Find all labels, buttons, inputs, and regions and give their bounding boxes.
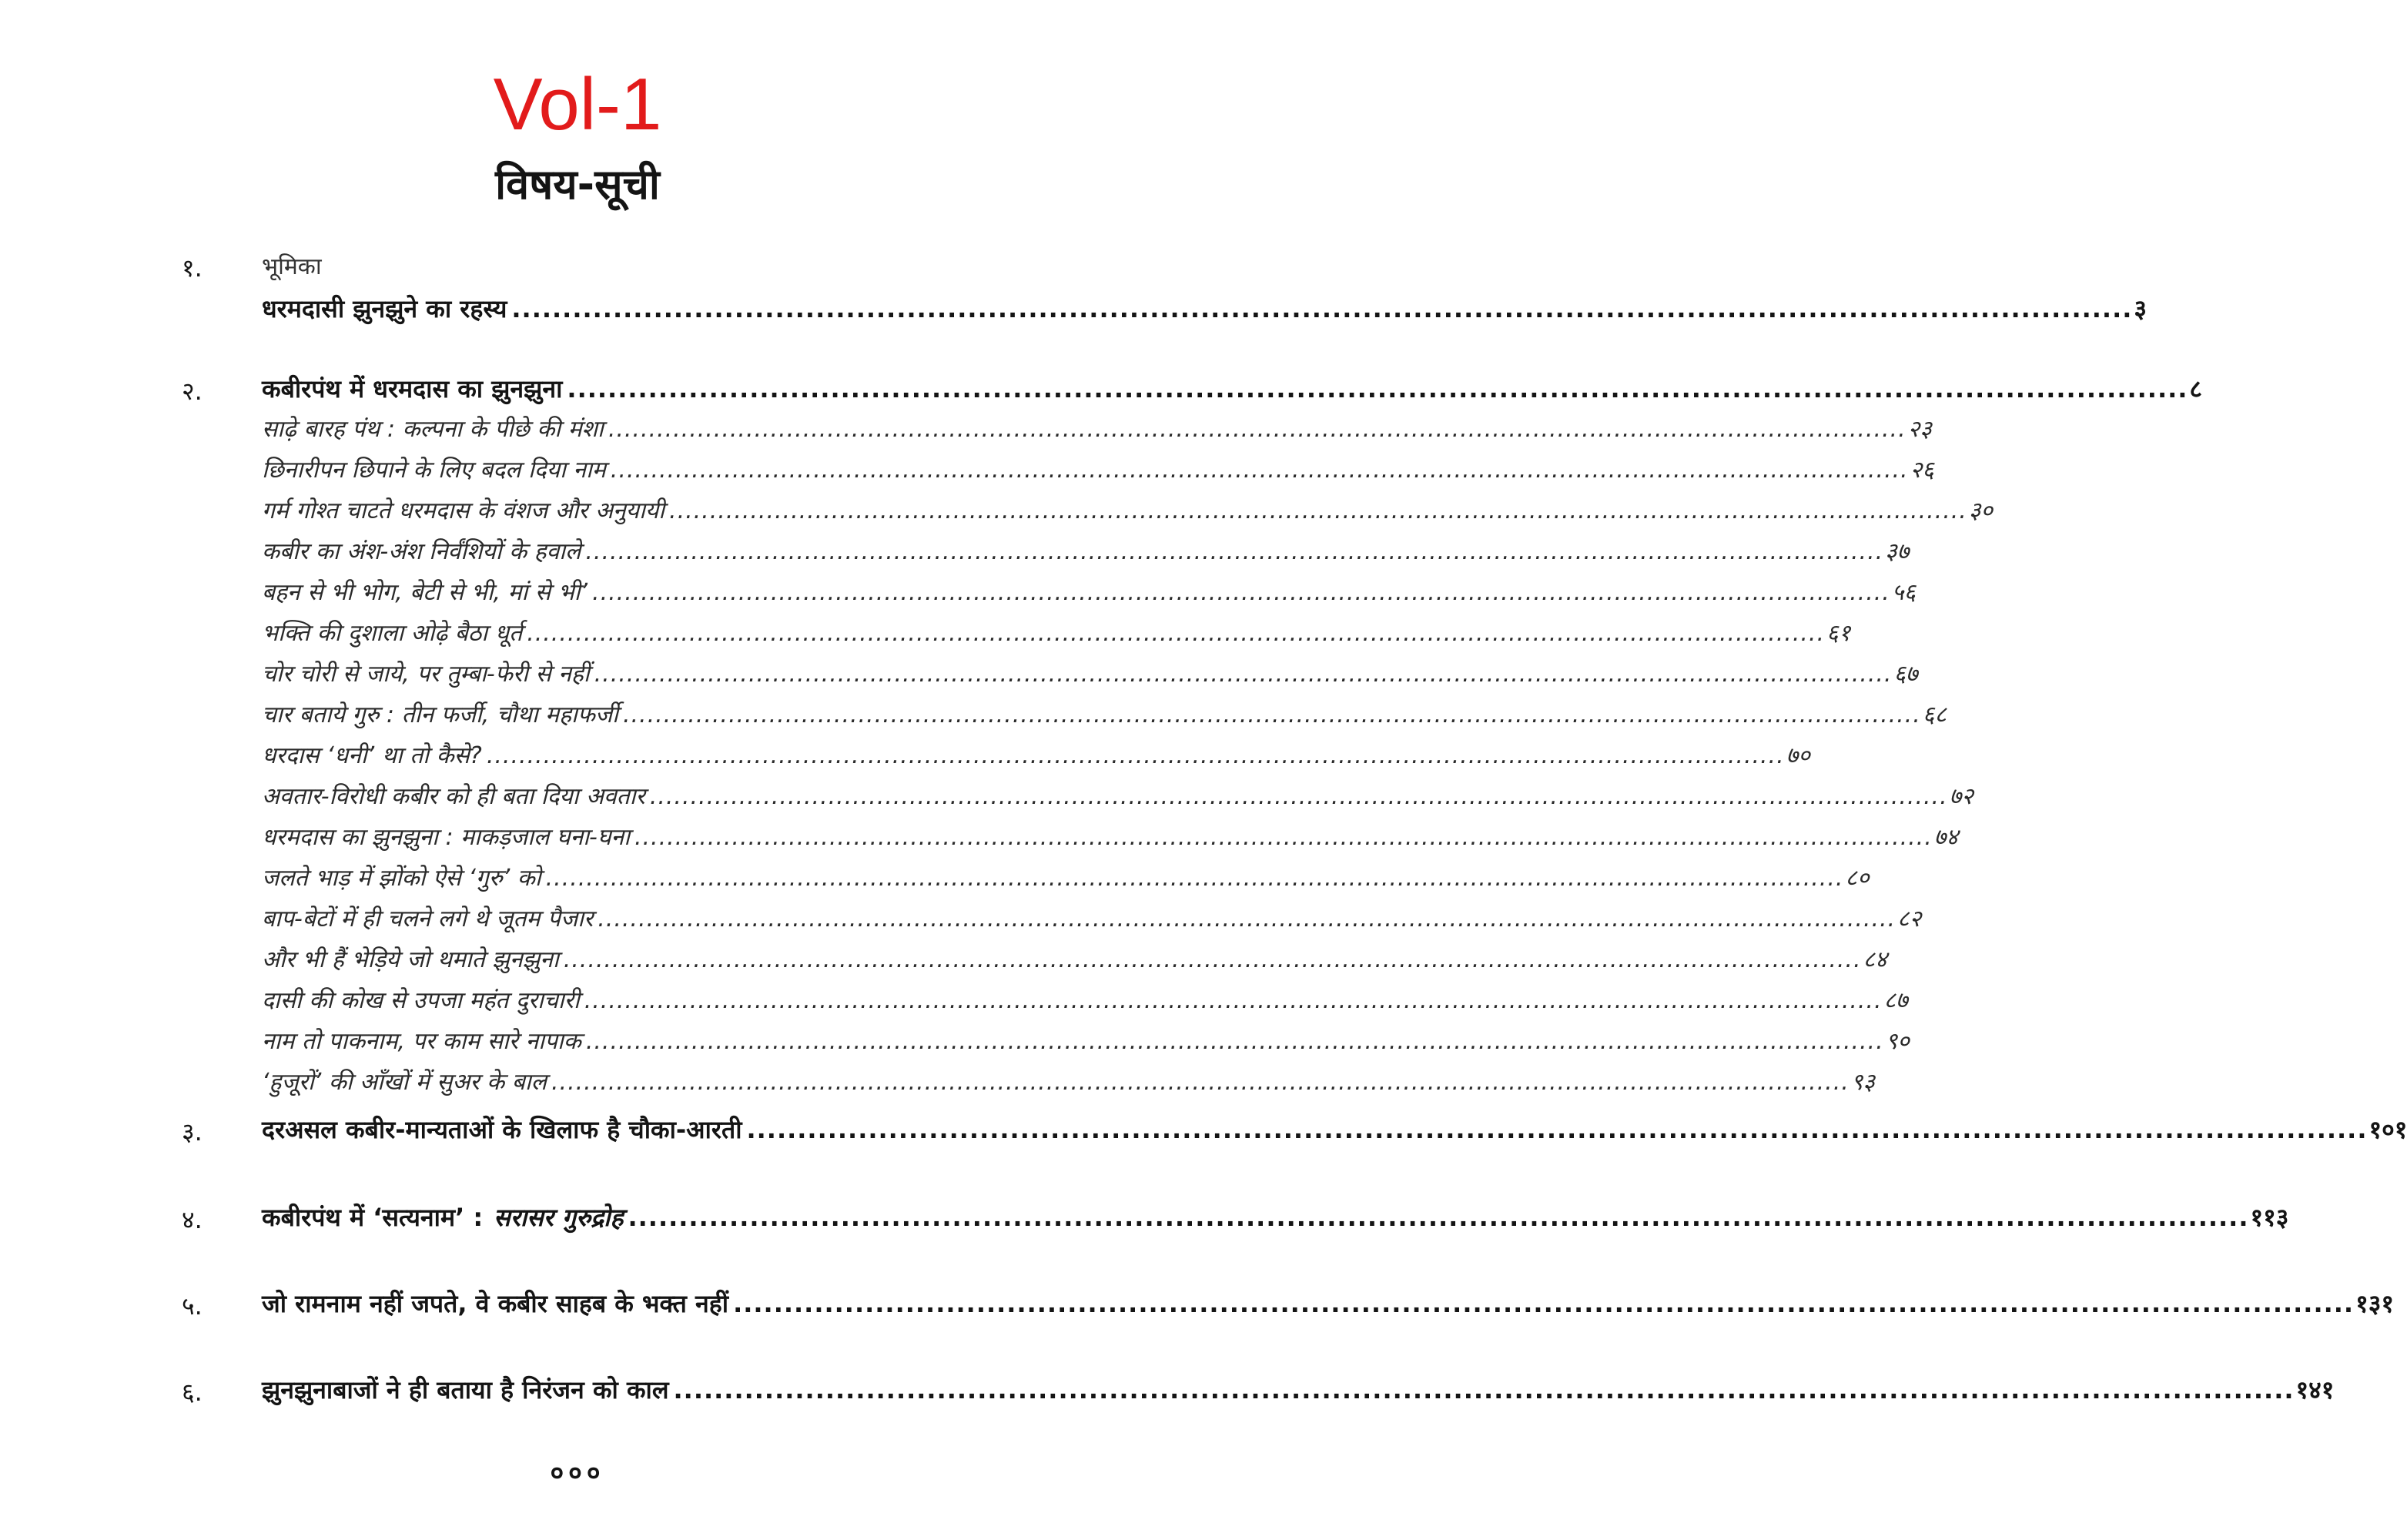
toc-subentry[interactable] — [262, 454, 1934, 487]
toc-subentry-page: ६७ — [1893, 661, 1918, 688]
section-5-number: ५. — [182, 1291, 203, 1321]
toc-subentry-title: बाप-बेटों में ही चलने लगे थे जूतम पैजार — [262, 906, 594, 932]
toc-subentry[interactable] — [262, 944, 1887, 976]
toc-subentry-page: ७४ — [1933, 824, 1958, 851]
dot-leader: ................................................................................................................................................................ — [563, 946, 1862, 973]
toc-subentry-title: जलते भाड़ में झोंको ऐसे ‘गुरु’ को — [262, 865, 541, 892]
toc-subentry-title: नाम तो पाकनाम, पर काम सारे नापाक — [262, 1028, 581, 1055]
toc-subentry[interactable] — [262, 536, 1910, 568]
toc-subentry-title: गर्म गोश्त चाटते धरमदास के वंशज और अनुयायी — [262, 497, 665, 524]
toc-subentry-title: चार बताये गुरु : तीन फर्जी, चौथा महाफर्जी — [262, 701, 618, 728]
toc-subentry-title: बहन से भी भोग, बेटी से भी, मां से भी’ — [262, 579, 588, 606]
toc-subentry-page: ५६ — [1891, 579, 1917, 606]
toc-subentry-title: ‘हुजूरों’ की आँखों में सुअर के बाल — [262, 1069, 547, 1096]
dot-leader: ................................................................................................................................................................ — [673, 1375, 2295, 1404]
section-2-number: २. — [182, 377, 203, 406]
toc-entry-section-5[interactable] — [262, 1287, 2394, 1320]
toc-subentry-page: ३७ — [1885, 538, 1910, 565]
dot-leader: ................................................................................................................................................................ — [584, 987, 1883, 1014]
toc-entry-section-6[interactable] — [262, 1374, 2335, 1406]
toc-subentry-page: ८२ — [1897, 906, 1922, 932]
dot-leader: ................................................................................................................................................................ — [511, 294, 2133, 323]
toc-subentry[interactable] — [262, 577, 1917, 609]
toc-entry-page: ८ — [2189, 374, 2203, 403]
section-1-intro-text: भूमिका — [262, 253, 322, 280]
toc-subentry-page: ९३ — [1850, 1069, 1875, 1096]
toc-subentry-page: ७० — [1786, 742, 1810, 769]
toc-subentry-page: २३ — [1907, 416, 1932, 443]
page-title: विषय-सूची — [495, 160, 660, 209]
toc-subentry-title: धरदास ‘धनी’ था तो कैसे? — [262, 742, 482, 769]
toc-subentry-title: चोर चोरी से जाये, पर तुम्बा-फेरी से नहीं — [262, 661, 590, 688]
dot-leader: ................................................................................................................................................................ — [592, 579, 1890, 606]
toc-entry-title: कबीरपंथ में ‘सत्यनाम’ : — [262, 1203, 484, 1232]
dot-leader: ................................................................................................................................................................ — [733, 1289, 2355, 1318]
toc-subentry[interactable] — [262, 1066, 1875, 1099]
toc-entry-title: कबीरपंथ में धरमदास का झुनझुना — [262, 374, 563, 403]
toc-subentry-page: ६१ — [1826, 620, 1851, 647]
toc-entry-section-3[interactable] — [262, 1113, 2407, 1146]
toc-entry-page: ११३ — [2250, 1203, 2289, 1232]
dot-leader: ................................................................................................................................................................ — [527, 620, 1825, 647]
toc-subentry[interactable] — [262, 699, 1947, 732]
section-3-number: ३. — [182, 1117, 203, 1147]
toc-subentry-title: दासी की कोख से उपजा महंत दुराचारी — [262, 987, 580, 1014]
section-6-number: ६. — [182, 1378, 203, 1407]
toc-subentry-page: ८० — [1845, 865, 1870, 892]
toc-subentry[interactable] — [262, 985, 1908, 1017]
dot-leader: ................................................................................................................................................................ — [669, 497, 1967, 524]
section-4-number: ४. — [182, 1205, 203, 1234]
dot-leader: ................................................................................................................................................................ — [585, 538, 1884, 565]
dot-leader: ................................................................................................................................................................ — [594, 661, 1893, 688]
section-1-number: १. — [182, 253, 203, 283]
toc-entry-section-4[interactable] — [262, 1201, 2289, 1234]
dot-leader: ................................................................................................................................................................ — [628, 1203, 2249, 1232]
toc-subentry-page: २६ — [1910, 457, 1934, 484]
toc-subentry-title: कबीर का अंश-अंश निर्वंशियों के हवाले — [262, 538, 581, 565]
toc-entry-page: १३१ — [2355, 1289, 2394, 1318]
toc-subentry[interactable] — [262, 413, 1932, 446]
dot-leader: ................................................................................................................................................................ — [545, 865, 1844, 892]
toc-entry-page: १४१ — [2295, 1375, 2335, 1404]
toc-entry-title: दरअसल कबीर-मान्यताओं के खिलाफ है चौका-आरती — [262, 1115, 742, 1144]
toc-subentry-page: ८४ — [1863, 946, 1887, 973]
toc-subentry-title: भक्ति की दुशाला ओढ़े बैठा धूर्त — [262, 620, 523, 647]
dot-leader: ................................................................................................................................................................ — [585, 1028, 1884, 1055]
toc-subentry-title: धरमदास का झुनझुना : माकड़जाल घना-घना — [262, 824, 630, 851]
dot-leader: ................................................................................................................................................................ — [551, 1069, 1850, 1096]
toc-subentry[interactable] — [262, 618, 1851, 650]
dot-leader: ................................................................................................................................................................ — [649, 783, 1948, 810]
toc-subentry-page: ७२ — [1949, 783, 1973, 810]
section-1-intro-label — [262, 251, 987, 283]
toc-subentry-page: ३० — [1968, 497, 1994, 524]
toc-entry-section-2[interactable] — [262, 373, 2203, 405]
toc-subentry[interactable] — [262, 740, 1810, 772]
toc-subentry[interactable] — [262, 781, 1973, 813]
toc-subentry[interactable] — [262, 1026, 1910, 1058]
toc-subentry[interactable] — [262, 495, 1994, 527]
toc-subentry[interactable] — [262, 822, 1958, 854]
dot-leader: ................................................................................................................................................................ — [608, 416, 1907, 443]
dot-leader: ................................................................................................................................................................ — [598, 906, 1896, 932]
toc-entry-title: जो रामनाम नहीं जपते, वे कबीर साहब के भक्त नहीं — [262, 1289, 729, 1318]
toc-subentry[interactable] — [262, 658, 1918, 691]
toc-subentry-page: ९० — [1885, 1028, 1910, 1055]
toc-entry-title-italic: सरासर गुरुद्रोह — [494, 1203, 624, 1232]
toc-subentry-title: साढ़े बारह पंथ : कल्पना के पीछे की मंशा — [262, 416, 604, 443]
dot-leader: ................................................................................................................................................................ — [622, 701, 1921, 728]
toc-subentry-title: अवतार-विरोधी कबीर को ही बता दिया अवतार — [262, 783, 645, 810]
dot-leader: ................................................................................................................................................................ — [486, 742, 1785, 769]
end-mark: ००० — [550, 1458, 605, 1488]
dot-leader: ................................................................................................................................................................ — [567, 374, 2188, 403]
toc-subentry[interactable] — [262, 903, 1922, 936]
toc-subentry[interactable] — [262, 862, 1870, 895]
volume-label: Vol-1 — [493, 63, 662, 146]
toc-subentry-page: ८७ — [1883, 987, 1908, 1014]
toc-subentry-title: छिनारीपन छिपाने के लिए बदल दिया नाम — [262, 457, 606, 484]
dot-leader: ................................................................................................................................................................ — [610, 457, 1909, 484]
toc-entry-title: झुनझुनाबाजों ने ही बताया है निरंजन को काल — [262, 1375, 669, 1404]
toc-subentry-page: ६८ — [1922, 701, 1947, 728]
toc-entry-page: ३ — [2134, 294, 2148, 323]
toc-entry-page: १०१ — [2369, 1115, 2407, 1144]
dot-leader: ................................................................................................................................................................ — [746, 1115, 2368, 1144]
toc-entry-section-1[interactable] — [262, 293, 2148, 325]
toc-subentry-title: और भी हैं भेड़िये जो थमाते झुनझुना — [262, 946, 559, 973]
dot-leader: ................................................................................................................................................................ — [634, 824, 1933, 851]
toc-entry-title: धरमदासी झुनझुने का रहस्य — [262, 294, 507, 323]
